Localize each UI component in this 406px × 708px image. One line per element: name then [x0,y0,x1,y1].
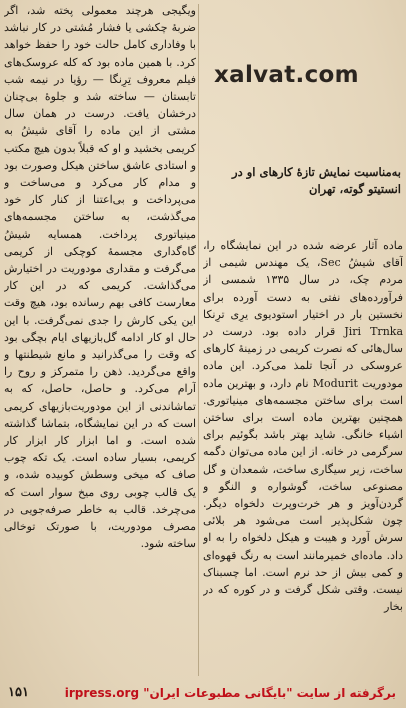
right-article-column [203,237,403,675]
source-credit-link[interactable]: برگرفته از سایت "بایگانی مطبوعات ایران" irpress.org [64,686,396,700]
page-number: ۱۵۱ [8,685,29,700]
article-heading: به‌مناسبت نمایش تازهٔ کارهای او در انستیتو گوته، تهران [232,165,401,196]
page-footer [0,682,406,708]
left-article-column [4,2,196,678]
column-divider [198,4,199,676]
left-column-paragraph: ویگیجی هرچند معمولی پخته شد، اگر ضربهٔ چکشی یا فشار مُشتی در کار نباشد با وفاداری کامل حالت خود را حفظ خواهد کرد. با همین ماده بود که کله عروسک‌های فیلم معروف تِرِنگا — رؤیا در نیمه شب تابستان — ساخته شد و جلوهٔ بی‌چنان درخشان یافت. درست در همان سال مشتی از این ماده را آقای شیشُ به کریمی بخشید و او که قبلاً بدون هیچ مکتب و استادی عاشق ساختن هیکل وصورت بود و مدام کار می‌کرد و می‌ساخت و می‌پرداخت و بی‌اعتنا از کنار کار خود می‌گذشت، به ساختن مجسمه‌های مینیاتوری پرداخت. همسایه شیشُ گاه‌گداری مجسمهٔ کوچکی از کریمی می‌گرفت و مقداری مودوریت در اختیارش می‌گذاشت. کریمی که در این کار معارست کافی بهم رسانده بود، هیچ وقت این یکی کارش را جدی نمی‌گرفت. با این حال او کار ادامه گل‌بازیهای ایام بچگی بود که وقت را می‌گذرانید و مانع شیطنتها و واقع می‌گردید. ذهن را متمرکز و روح را آرام می‌کرد. و حاصل، حاصل، که به تماشاندنی از این مودوریت‌بازیهای کریمی است که در این نمایشگاه، بتماشا گذاشته شده است. و اما ابزار کار ابزار کار کریمی، بسیار ساده است. یک تکه چوب صاف که میخی وسطش کوبیده شده، و یک قالب چوبی روی میخ سوار است که می‌چرخد. قالب به خاطر صرفه‌جویی در مصرف مودوریت، با صورتک توخالی ساخته شود. [4,4,196,551]
site-watermark: xalvat.com [214,62,359,88]
right-column-paragraph: ماده آثار عرضه شده در این نمایشگاه را، آقای شیشُ Sec، یک مهندس شیمی از مردم چک، در سال ۱۳۳۵ شمسی از فرآورده‌های نفتی به دست آورده برای نخستین بار در اختیار استودیوی یرِی ترِنکا Jiri Trnka قرار داده بود. درست در سال‌هائی که نصرت کریمی در زمینهٔ کارهای عروسکی در آنجا تلمذ می‌کرد. این ماده مودوریت Modurit نام دارد، و بهترین ماده است برای ساختن مجسمه‌های مینیاتوری. همچنین بهترین ماده است برای ساختن اشیاء خانگی. شاید بهتر باشد بگوئیم برای سرگرمی در خانه. از این ماده می‌توان دگمه ساخت، زیر سیگاری ساخت، شمعدان و گل مصنوعی ساخت، گوشواره و النگو و گردن‌آویز و هر خرت‌وپرت دلخواه دیگر. چون شکل‌پذیر است می‌شود هر بلائی سرش آورد و هیبت و هیکل دلخواه را به او داد. ماده‌ای خمیرمانند است به رنگ قهوه‌ای و کمی بیش از حد نرم است. اما چسبناک نیست. وقتی شکل گرفت و در کوره که در بخار [203,239,403,614]
